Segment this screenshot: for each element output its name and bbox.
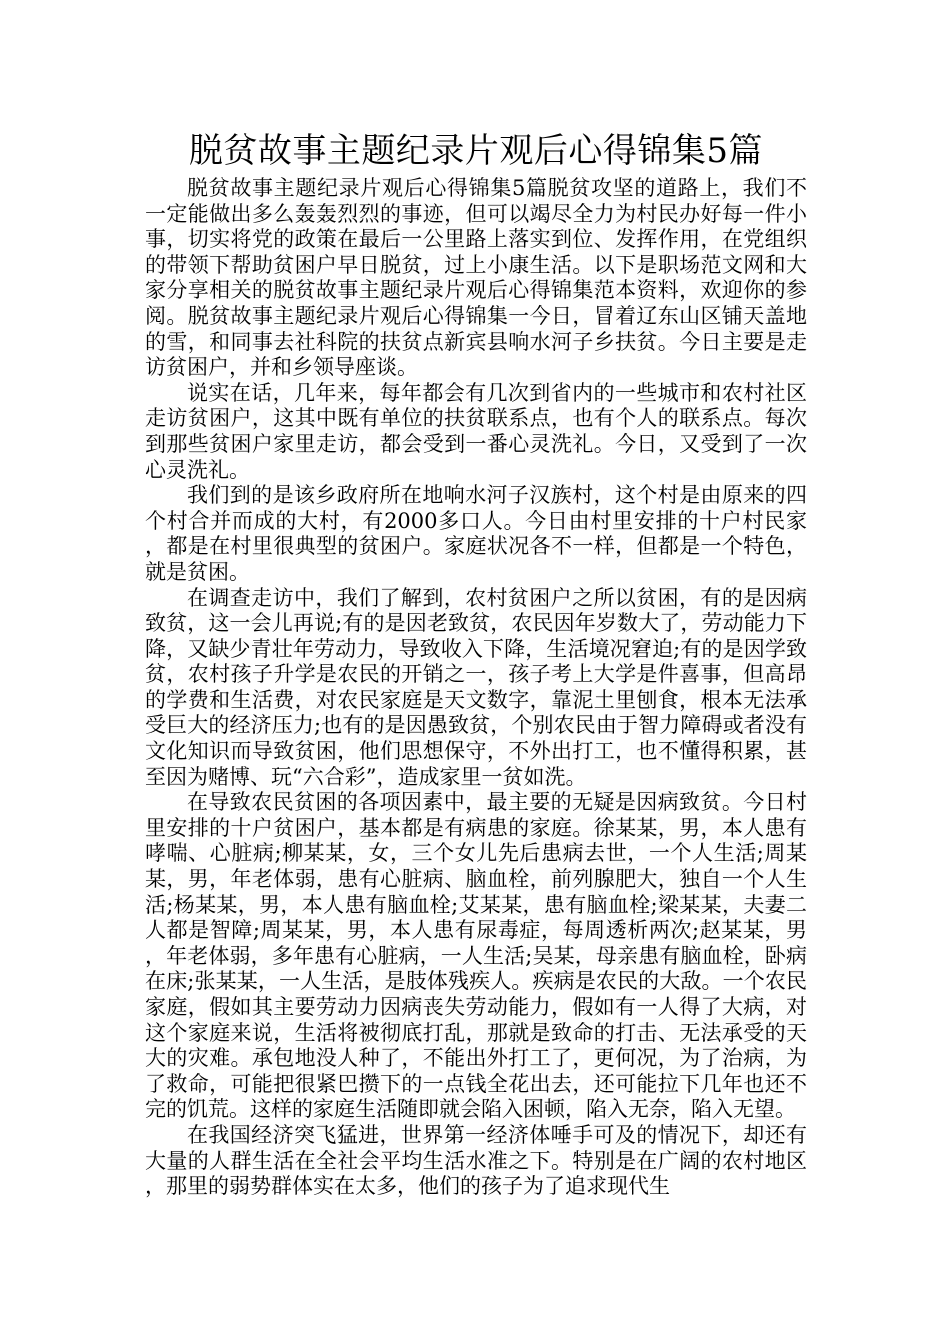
document-title: 脱贫故事主题纪录片观后心得锦集5篇	[188, 131, 764, 171]
paragraph-poverty-causes: 在调查走访中，我们了解到，农村贫困户之所以贫困，有的是因病致贫，这一会儿再说;有的是因老致贫，农民因年岁数大了，劳动能力下降，又缺少青壮年劳动力，导致收入下降，生活境况窘迫;有的是因学致贫，农村孩子升学是农民的开销之一，孩子考上大学是件喜事，但高昂的学费和生活费，对农民家庭是天文数字，靠泥土里刨食，根本无法承受巨大的经济压力;也有的是因愚致贫，个别农民由于智力障碍或者没有文化知识而导致贫困，他们思想保守，不外出打工，也不懂得积累，甚至因为赌博、玩“六合彩”，造成家里一贫如洗。	[145, 585, 807, 789]
paragraph-illness: 在导致农民贫困的各项因素中，最主要的无疑是因病致贫。今日村里安排的十户贫困户，基本都是有病患的家庭。徐某某，男，本人患有哮喘、心脏病;柳某某，女，三个女儿先后患病去世，一个人生活;周某某，男，年老体弱，患有心脏病、脑血栓，前列腺肥大，独自一个人生活;杨某某，男，本人患有脑血栓;艾某某，患有脑血栓;梁某某，夫妻二人都是智障;周某某，男，本人患有尿毒症，每周透析两次;赵某某，男，年老体弱，多年患有心脏病，一人生活;吴某，母亲患有脑血栓，卧病在床;张某某，一人生活，是肢体残疾人。疾病是农民的大敌。一个农民家庭，假如其主要劳动力因病丧失劳动能力，假如有一人得了大病，对这个家庭来说，生活将被彻底打乱，那就是致命的打击、无法承受的天大的灾难。承包地没人种了，不能出外打工了，更何况，为了治病，为了救命，可能把很紧巴攒下的一点钱全花出去，还可能拉下几年也还不完的饥荒。这样的家庭生活随即就会陷入困顿，陷入无奈，陷入无望。	[145, 790, 807, 1122]
paragraph-economy: 在我国经济突飞猛进，世界第一经济体唾手可及的情况下，却还有大量的人群生活在全社会平均生活水准之下。特别是在广阔的农村地区，那里的弱势群体实在太多，他们的孩子为了追求现代生	[145, 1122, 807, 1199]
document-body	[145, 176, 807, 1200]
paragraph-visits: 说实在话，几年来，每年都会有几次到省内的一些城市和农村社区走访贫困户，这其中既有单位的扶贫联系点，也有个人的联系点。每次到那些贫困户家里走访，都会受到一番心灵洗礼。今日，又受到了一次心灵洗礼。	[145, 380, 807, 482]
paragraph-village: 我们到的是该乡政府所在地响水河子汉族村，这个村是由原来的四个村合并而成的大村，有2000多口人。今日由村里安排的十户村民家，都是在村里很典型的贫困户。家庭状况各不一样，但都是一个特色，就是贫困。	[145, 483, 807, 584]
paragraph-intro: 脱贫故事主题纪录片观后心得锦集5篇脱贫攻坚的道路上，我们不一定能做出多么轰轰烈烈的事迹，但可以竭尽全力为村民办好每一件小事，切实将党的政策在最后一公里路上落实到位、发挥作用，在党组织的带领下帮助贫困户早日脱贫，过上小康生活。以下是职场范文网和大家分享相关的脱贫故事主题纪录片观后心得锦集范本资料，欢迎你的参阅。脱贫故事主题纪录片观后心得锦集一今日，冒着辽东山区铺天盖地的雪，和同事去社科院的扶贫点新宾县响水河子乡扶贫。今日主要是走访贫困户，并和乡领导座谈。	[145, 176, 807, 380]
